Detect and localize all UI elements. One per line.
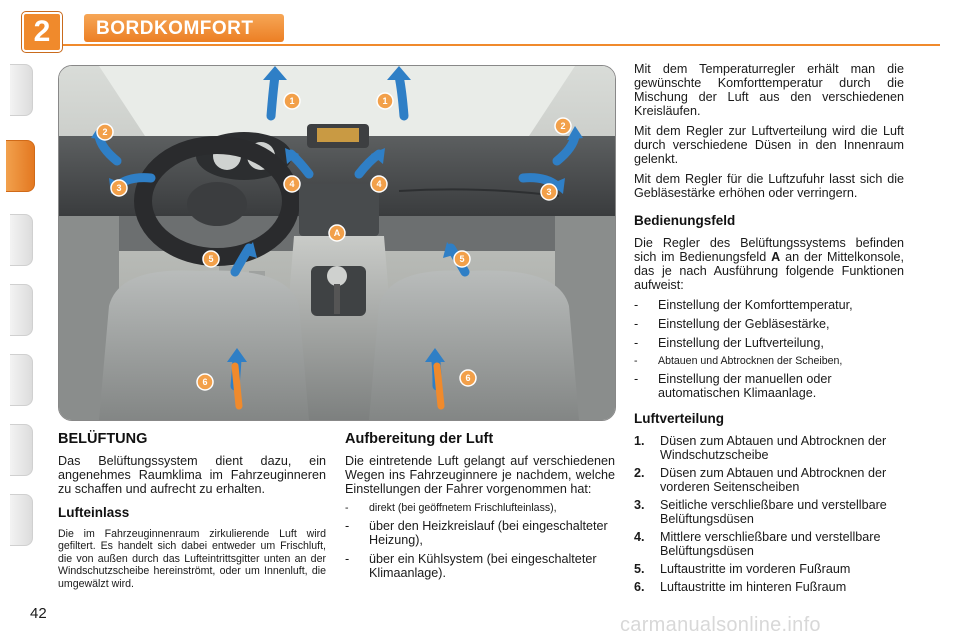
list-item-text: Luftaustritte im vorderen Fußraum	[660, 562, 851, 577]
list-item-text: Mittlere verschließbare und verstellbare Belüftungsdüsen	[660, 530, 881, 559]
list-item-text: Einstellung der Komforttemperatur,	[658, 298, 853, 312]
list-item-text: Düsen zum Abtauen und Abtrocknen der Windschutzscheibe	[660, 434, 887, 463]
item-number: 6.	[634, 580, 645, 595]
marker-label: 5	[459, 254, 465, 264]
car-interior-illustration	[58, 65, 616, 421]
body-paragraph: Mit dem Regler für die Luftzufuhr lasst sich die Gebläsestärke erhöhen oder verringern.	[634, 172, 904, 200]
list-item-text: Einstellung der Luftverteilung,	[658, 336, 824, 350]
list-item	[634, 562, 904, 576]
body-paragraph: Mit dem Temperaturregler erhält man die gewünschte Komforttemperatur durch die Mischung der Luft aus den verschiedenen Kreisläufen.	[634, 62, 904, 118]
chapter-tab	[10, 284, 33, 336]
chapter-tab	[10, 64, 33, 116]
list-item	[634, 580, 904, 594]
marker-label: 2	[560, 121, 566, 131]
list-item-text: Einstellung der manuellen oder automatischen Klimaanlage.	[658, 372, 832, 401]
body-paragraph	[634, 236, 904, 292]
list-item-text: Abtauen und Abtrocknen der Scheiben,	[658, 355, 843, 367]
list-item: - Abtauen und Abtrocknen der Scheiben,	[634, 355, 843, 367]
marker-label: 1	[289, 96, 295, 106]
list-item-text: Einstellung der Gebläsestärke,	[658, 317, 830, 331]
list-item: - direkt (bei geöffnetem Frischlufteinlass),	[345, 502, 557, 514]
item-number: 2.	[634, 466, 645, 481]
list-item: - über den Heizkreislauf (bei eingeschalteter Heizung),	[345, 519, 608, 548]
marker-label: 4	[289, 179, 295, 189]
left-column	[58, 432, 326, 596]
marker-label: 3	[546, 187, 552, 197]
marker-label: 6	[202, 377, 208, 387]
list-item: - Einstellung der manuellen oder automatischen Klimaanlage.	[634, 372, 832, 401]
chapter-tab	[10, 424, 33, 476]
marker-label: 6	[465, 373, 471, 383]
numbered-list	[634, 434, 904, 594]
dash-list	[634, 298, 904, 400]
middle-column	[345, 432, 615, 585]
list-item-text: über ein Kühlsystem (bei eingeschalteter Klimaanlage).	[369, 552, 597, 581]
chapter-number: 2	[22, 12, 62, 52]
right-column	[634, 62, 904, 598]
text-span: an der Mittelkonsole, das je nach Ausführung folgende Funktionen aufweist:	[634, 250, 905, 292]
chapter-tab-active	[6, 140, 35, 192]
item-number: 3.	[634, 498, 645, 513]
body-paragraph: Mit dem Regler zur Luftverteilung wird die Luft durch verschiedene Düsen in den Innenraum gelenkt.	[634, 124, 904, 166]
item-number: 4.	[634, 530, 645, 545]
marker-label: A	[333, 228, 341, 238]
list-item-text: über den Heizkreislauf (bei eingeschalteter Heizung),	[369, 519, 608, 548]
list-item: - über ein Kühlsystem (bei eingeschalteter Klimaanlage).	[345, 552, 597, 581]
section-heading: Aufbereitung der Luft	[345, 431, 494, 447]
marker-label: 4	[376, 179, 382, 189]
chapter-tab	[10, 494, 33, 546]
marker-label: 2	[102, 127, 108, 137]
page-number: 42	[30, 605, 47, 622]
list-item: - Einstellung der Gebläsestärke,	[634, 317, 830, 331]
subheading: Bedienungsfeld	[634, 213, 736, 228]
list-item	[634, 466, 904, 494]
list-item	[634, 434, 904, 462]
intro-paragraph: Das Belüftungssystem dient dazu, ein angenehmes Raumklima im Fahrzeuginneren zu schaffen und aufrecht zu erhalten.	[58, 454, 326, 496]
list-item-text: Seitliche verschließbare und verstellbare Belüftungsdüsen	[660, 498, 887, 527]
item-number: 5.	[634, 562, 645, 577]
list-item-text: direkt (bei geöffnetem Frischlufteinlass),	[369, 502, 557, 514]
list-item	[634, 530, 904, 558]
list-item: - Einstellung der Luftverteilung,	[634, 336, 824, 350]
list-item-text: Düsen zum Abtauen und Abtrocknen der vorderen Seitenscheiben	[660, 466, 887, 495]
marker-label: 5	[208, 254, 214, 264]
chapter-tab	[10, 214, 33, 266]
page-title: BORDKOMFORT	[96, 18, 254, 39]
list-item: - Einstellung der Komforttemperatur,	[634, 298, 853, 312]
item-number: 1.	[634, 434, 645, 449]
chapter-tab	[10, 354, 33, 406]
list-item-text: Luftaustritte im hinteren Fußraum	[660, 580, 847, 595]
subheading: Luftverteilung	[634, 411, 724, 427]
header-rule	[60, 44, 940, 46]
text-span: Die Regler des Belüftungssystems befinden sich im Bedienungsfeld	[634, 236, 904, 264]
subheading: Lufteinlass	[58, 505, 130, 520]
intro-paragraph: Die eintretende Luft gelangt auf verschiedenen Wegen ins Fahrzeuginnere je nachdem, welche Einstellungen der Fahrer vorgenommen hat:	[345, 454, 615, 496]
panel-reference: A	[771, 250, 781, 264]
chapter-tabs	[0, 64, 34, 584]
section-heading: BELÜFTUNG	[58, 431, 148, 447]
watermark: carmanualsonline.info	[620, 614, 821, 636]
list-item	[634, 498, 904, 526]
dash-list	[345, 502, 615, 580]
marker-label: 3	[116, 183, 122, 193]
body-paragraph: Die im Fahrzeuginnenraum zirkulierende Luft wird gefiltert. Es handelt sich dabei entweder um Frischluft, die von außen durch das Lufteintrittsgitter unten an der Windschutzscheibe hereinströmt, oder um Innenluft, die umgewälzt wird.	[58, 528, 326, 590]
marker-label: 1	[382, 96, 388, 106]
